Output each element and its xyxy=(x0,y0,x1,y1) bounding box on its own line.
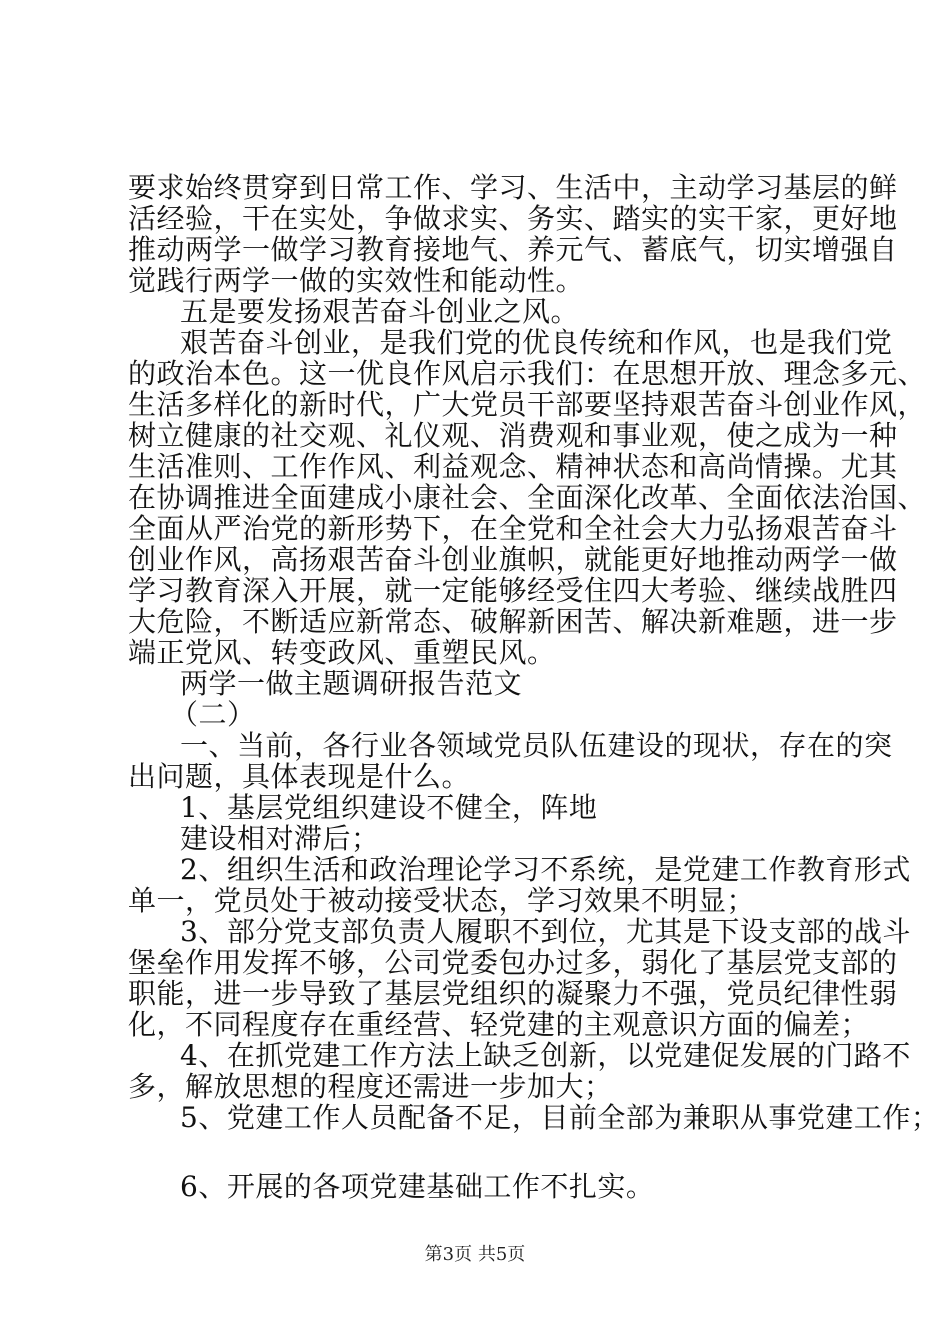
text-line: 建设相对滞后； xyxy=(180,822,380,855)
section-number: （二） xyxy=(170,698,256,731)
text-line: 活经验，干在实处，争做求实、务实、踏实的实干家，更好地 xyxy=(128,202,898,235)
list-item: 4、在抓党建工作方法上缺乏创新，以党建促发展的门路不 xyxy=(180,1039,911,1072)
text-line: 职能，进一步导致了基层党组织的凝聚力不强，党员纪律性弱 xyxy=(128,977,898,1010)
page-footer: 第3页 共5页 xyxy=(424,1244,526,1265)
text-line: 一、当前，各行业各领域党员队伍建设的现状，存在的突 xyxy=(180,729,893,762)
text-line: 觉践行两学一做的实效性和能动性。 xyxy=(128,264,585,297)
text-line: 的政治本色。这一优良作风启示我们：在思想开放、理念多元、 xyxy=(128,357,927,390)
text-line: 全面从严治党的新形势下，在全党和全社会大力弘扬艰苦奋斗 xyxy=(128,512,898,545)
list-item: 1、基层党组织建设不健全，阵地 xyxy=(180,791,598,824)
text-line: 推动两学一做学习教育接地气、养元气、蓄底气，切实增强自 xyxy=(128,233,898,266)
text-line: 生活准则、工作作风、利益观念、精神状态和高尚情操。尤其 xyxy=(128,450,898,483)
list-item: 2、组织生活和政治理论学习不系统，是党建工作教育形式 xyxy=(180,853,911,886)
text-line: 在协调推进全面建成小康社会、全面深化改革、全面依法治国、 xyxy=(128,481,927,514)
section-heading: 五是要发扬艰苦奋斗创业之风。 xyxy=(180,295,580,328)
list-item: 3、部分党支部负责人履职不到位，尤其是下设支部的战斗 xyxy=(180,915,911,948)
text-line: 多，解放思想的程度还需进一步加大； xyxy=(128,1070,613,1103)
text-line: 学习教育深入开展，就一定能够经受住四大考验、继续战胜四 xyxy=(128,574,898,607)
text-line: 树立健康的社交观、礼仪观、消费观和事业观，使之成为一种 xyxy=(128,419,898,452)
text-line: 堡垒作用发挥不够，公司党委包办过多，弱化了基层党支部的 xyxy=(128,946,898,979)
text-line: 要求始终贯穿到日常工作、学习、生活中，主动学习基层的鲜 xyxy=(128,171,898,204)
document-title: 两学一做主题调研报告范文 xyxy=(180,667,523,700)
text-line: 艰苦奋斗创业，是我们党的优良传统和作风，也是我们党 xyxy=(180,326,893,359)
list-item: 5、党建工作人员配备不足，目前全部为兼职从事党建工作； xyxy=(180,1101,940,1134)
text-line: 出问题，具体表现是什么。 xyxy=(128,760,471,793)
list-item: 6、开展的各项党建基础工作不扎实。 xyxy=(180,1170,655,1203)
text-line: 创业作风，高扬艰苦奋斗创业旗帜，就能更好地推动两学一做 xyxy=(128,543,898,576)
text-line: 端正党风、转变政风、重塑民风。 xyxy=(128,636,556,669)
text-line: 生活多样化的新时代，广大党员干部要坚持艰苦奋斗创业作风， xyxy=(128,388,927,421)
text-line: 大危险，不断适应新常态、破解新困苦、解决新难题，进一步 xyxy=(128,605,898,638)
text-line: 化，不同程度存在重经营、轻党建的主观意识方面的偏差； xyxy=(128,1008,870,1041)
text-line: 单一，党员处于被动接受状态，学习效果不明显； xyxy=(128,884,756,917)
